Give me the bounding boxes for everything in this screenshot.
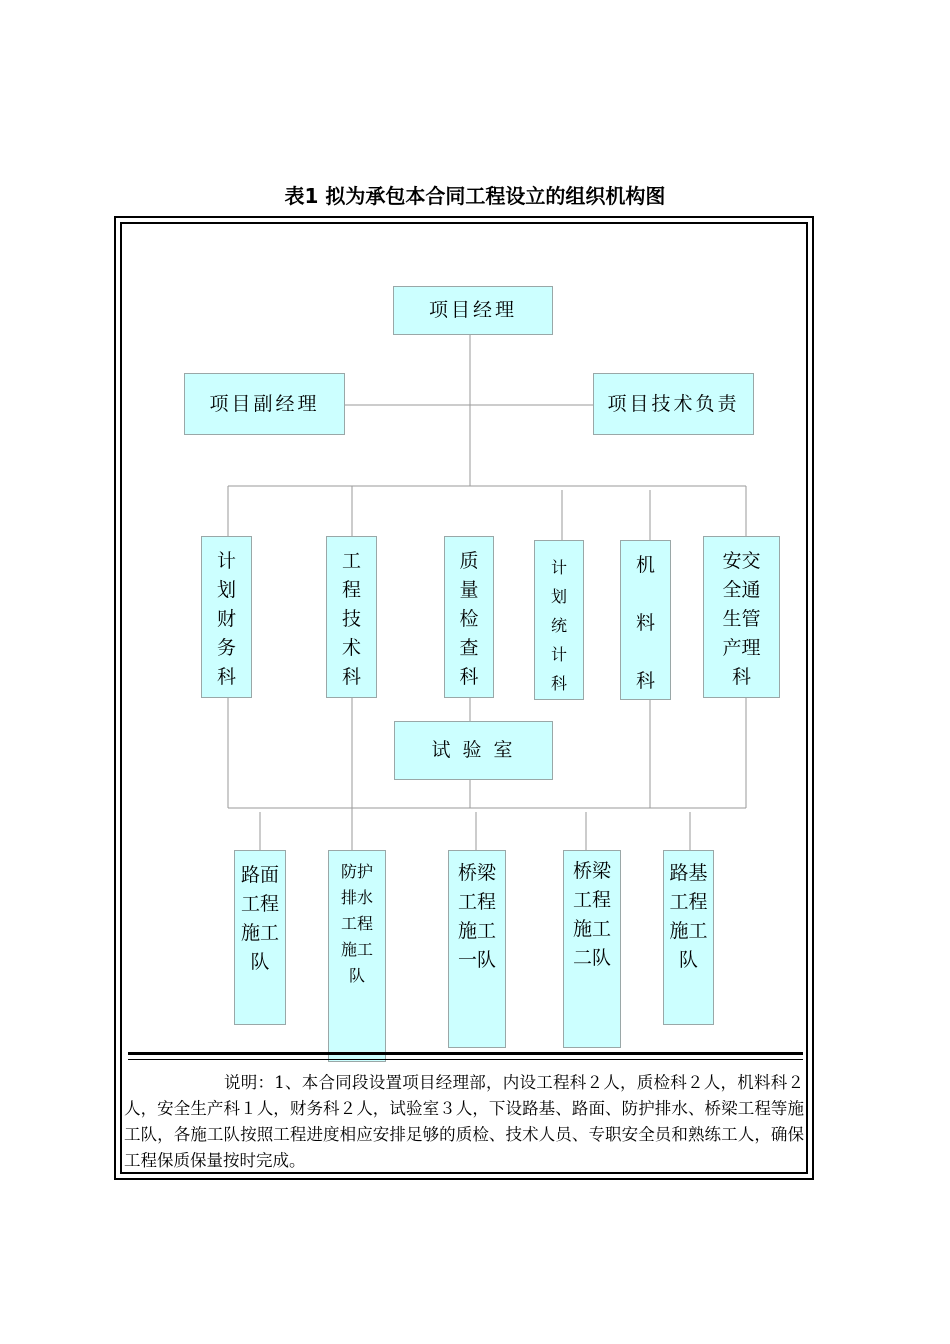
department-box: 质 量 检 查 科 — [444, 536, 494, 698]
team-box: 路面 工程 施工 队 — [234, 850, 286, 1025]
department-box: 计 划 统 计 科 — [534, 540, 584, 700]
project-manager-box: 项目经理 — [393, 286, 553, 335]
department-box: 安交 全通 生管 产理 科 — [703, 536, 780, 698]
team-box: 路基 工程 施工 队 — [663, 850, 714, 1025]
team-box: 桥梁 工程 施工 二队 — [563, 850, 621, 1048]
technical-lead-box: 项目技术负责 — [593, 373, 754, 435]
page-title: 表1 拟为承包本合同工程设立的组织机构图 — [284, 184, 666, 208]
laboratory-box: 试 验 室 — [394, 721, 553, 780]
department-box: 工 程 技 术 科 — [326, 536, 377, 698]
deputy-manager-box: 项目副经理 — [184, 373, 345, 435]
team-box: 防护 排水 工程 施工 队 — [328, 850, 386, 1062]
department-box: 计 划 财 务 科 — [201, 536, 252, 698]
explanation-note: 说明：1、本合同段设置项目经理部，内设工程科２人，质检科２人，机料科２人，安全生产科１人，财务科２人，试验室３人，下设路基、路面、防护排水、桥梁工程等施工队，各施工队按照工程进度相应安排足够的质检、技术人员、专职安全员和熟练工人，确保工程保质保量按时完成。 — [124, 1073, 804, 1170]
department-box: 机 料 科 — [620, 540, 671, 700]
team-box: 桥梁 工程 施工 一队 — [448, 850, 506, 1048]
separator-thick — [128, 1052, 803, 1055]
separator-thin — [128, 1059, 803, 1060]
